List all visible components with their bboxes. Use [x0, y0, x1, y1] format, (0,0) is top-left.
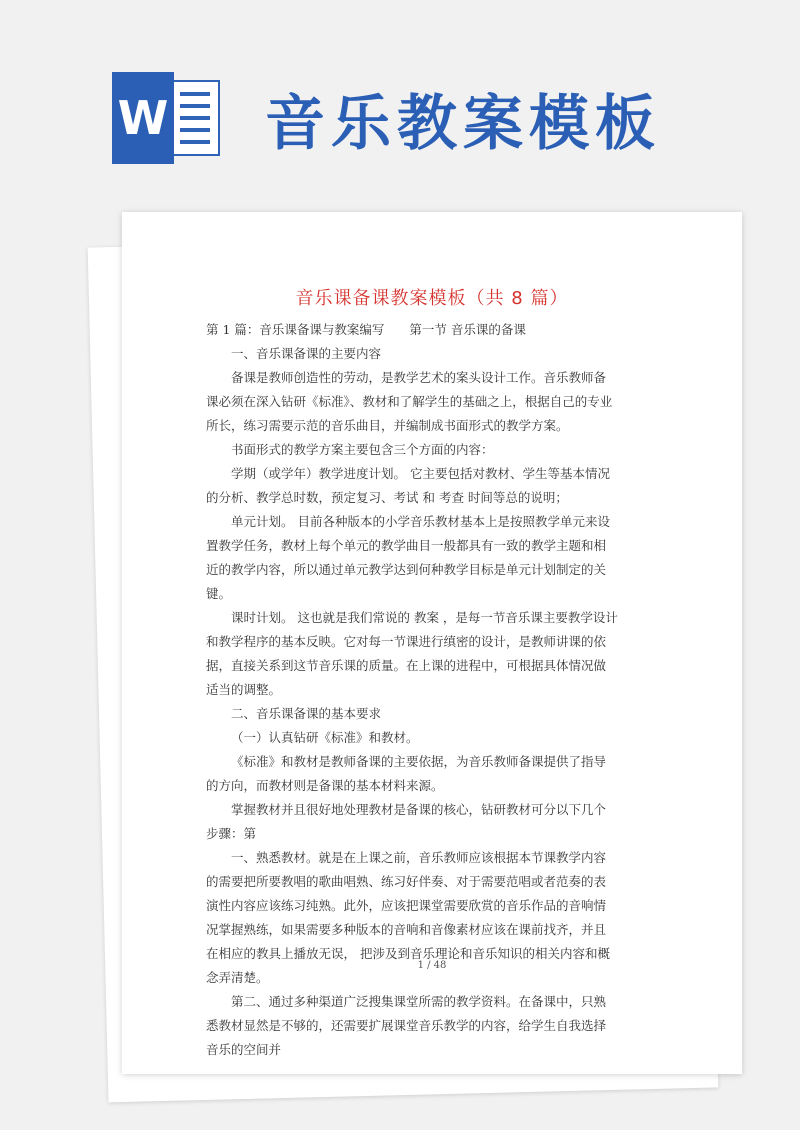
word-icon-letter: W: [112, 72, 174, 164]
document-body: [206, 318, 618, 1062]
paragraph: 一、音乐课备课的主要内容: [231, 346, 382, 361]
document-page: [122, 212, 742, 1074]
paragraph: 备课是教师创造性的劳动，是教学艺术的案头设计工作。音乐教师备课必须在深入钻研《标准》、教材和了解学生的基础之上，根据自己的专业所长，练习需要示范的音乐曲目，并编制成书面形式的教学方案。: [206, 370, 613, 433]
banner-title: 音乐教案模板: [265, 89, 661, 159]
page-number: 1 / 48: [417, 960, 447, 971]
banner: [0, 0, 800, 210]
paragraph: 学期（或学年）教学进度计划。 它主要包括对教材、学生等基本情况的分析、教学总时数，预定复习、考试 和 考查 时间等总的说明；: [206, 466, 610, 505]
paragraph: 二、音乐课备课的基本要求: [231, 706, 382, 721]
paragraph: 掌握教材并且很好地处理教材是备课的核心，钻研教材可分以下几个步骤：第: [206, 802, 607, 841]
paragraph: 第二、通过多种渠道广泛搜集课堂所需的教学资料。在备课中，只熟悉教材显然是不够的，还需要扩展课堂音乐教学的内容，给学生自我选择音乐的空间并: [206, 994, 607, 1057]
paragraph: 单元计划。 目前各种版本的小学音乐教材基本上是按照教学单元来设置教学任务，教材上每个单元的教学曲目一般都具有一致的教学主题和相近的教学内容，所以通过单元教学达到何种教学目标是单元计划制定的关键。: [206, 514, 610, 601]
word-icon: [112, 72, 222, 164]
paragraph: 课时计划。 这也就是我们常说的 教案 ，是每一节音乐课主要教学设计和教学程序的基本反映。它对每一节课进行缜密的设计，是教师讲课的依据，直接关系到这节音乐课的质量。在上课的进程中，可根据具体情况做适当的调整。: [206, 610, 618, 697]
paragraph: 第 1 篇：音乐课备课与教案编写 第一节 音乐课的备课: [206, 322, 526, 337]
document-title: 音乐课备课教案模板（共 8 篇）: [295, 288, 569, 309]
paragraph: 一、熟悉教材。就是在上课之前，音乐教师应该根据本节课教学内容的需要把所要教唱的歌曲唱熟、练习好伴奏、对于需要范唱或者范奏的表演性内容应该练习纯熟。此外，应该把课堂需要欣赏的音乐作品的音响情况掌握熟练，如果需要多种版本的音响和音像素材应该在课前找齐，并且在相应的教具上播放无误， 把涉及到音乐理论和音乐知识的相关内容和概念弄清楚。: [206, 850, 610, 985]
paragraph: 《标准》和教材是教师备课的主要依据，为音乐教师备课提供了指导的方向，而教材则是备课的基本材料来源。: [206, 754, 607, 793]
paragraph: （一）认真钻研《标准》和教材。: [231, 730, 419, 745]
paragraph: 书面形式的教学方案主要包含三个方面的内容：: [231, 442, 494, 457]
